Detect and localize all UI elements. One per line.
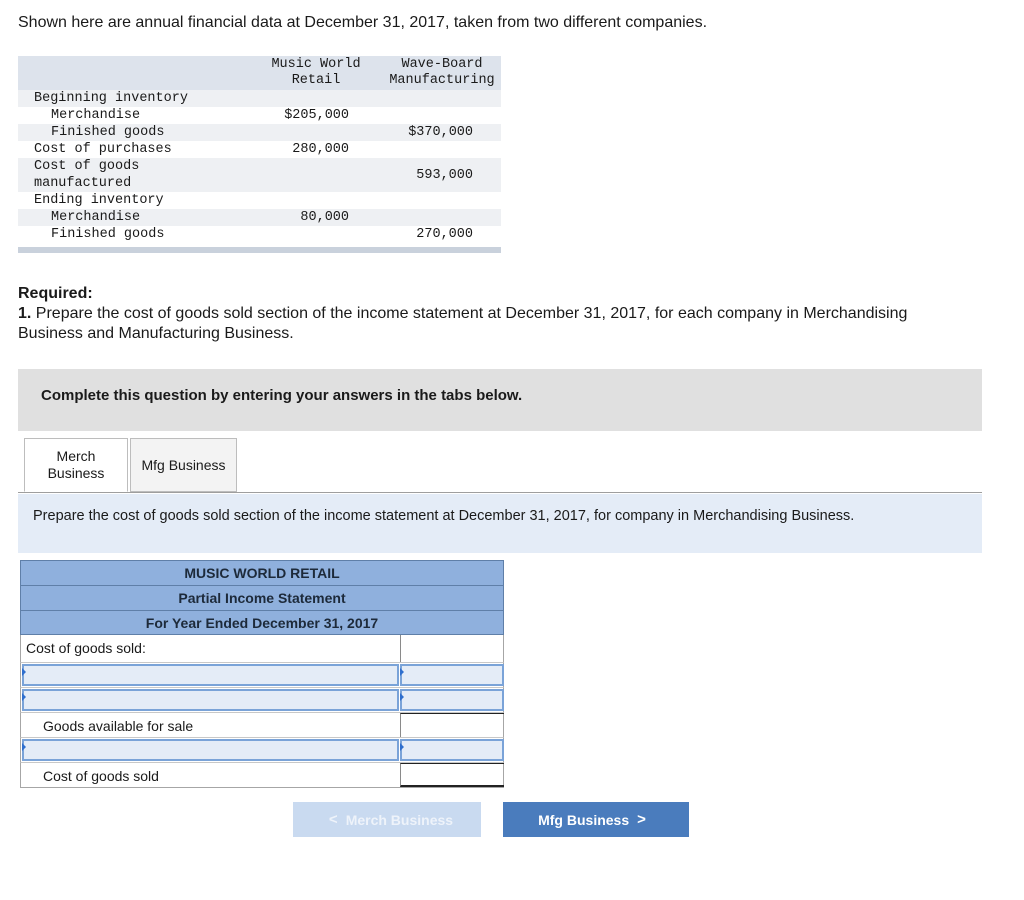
company-data-table	[18, 56, 501, 253]
intro-text: Shown here are annual financial data at December 31, 2017, taken from two different companies.	[18, 14, 708, 31]
row-label: Beginning inventory	[34, 91, 188, 106]
value-music-world: 280,000	[292, 142, 349, 157]
value-wave-board: 593,000	[416, 168, 473, 183]
value-music-world: 80,000	[300, 210, 349, 225]
required-number: 1.	[18, 305, 32, 322]
table-row	[18, 141, 501, 158]
data-table-header	[18, 56, 501, 90]
table-row	[18, 192, 501, 209]
statement-row-goods-available	[20, 713, 504, 738]
row-label: Finished goods	[51, 125, 165, 140]
tab-instruction-text: Prepare the cost of goods sold section of the income statement at December 31, 2017, for company in Merchandising Business.	[33, 508, 855, 524]
table-row	[18, 107, 501, 124]
next-tab-button[interactable]: Mfg Business >	[503, 802, 689, 837]
table-row	[18, 158, 501, 192]
label-input[interactable]	[22, 689, 399, 711]
income-statement-table	[20, 560, 504, 788]
label-input[interactable]	[22, 739, 399, 761]
row-label: Merchandise	[51, 210, 141, 225]
row-label: Cost of goods manufactured	[34, 159, 140, 191]
required-section	[18, 284, 918, 344]
value-music-world: $205,000	[284, 108, 349, 123]
tab-instruction-panel	[18, 494, 982, 553]
statement-row-input	[20, 663, 504, 688]
chevron-left-icon: <	[328, 811, 338, 828]
row-label: Cost of goods sold	[43, 768, 159, 784]
required-heading: Required:	[18, 285, 93, 302]
chevron-right-icon: >	[637, 811, 646, 828]
label-input[interactable]	[22, 664, 399, 686]
row-label: Finished goods	[51, 227, 165, 242]
amount-input[interactable]	[400, 689, 504, 711]
col-header-music-world: Music World Retail	[271, 57, 361, 88]
prev-tab-button[interactable]: < Merch Business	[293, 802, 481, 837]
amount-input[interactable]	[400, 664, 504, 686]
row-label: Ending inventory	[34, 193, 164, 208]
amount-input[interactable]	[400, 739, 504, 761]
amount-cell	[400, 635, 504, 662]
table-divider	[18, 247, 501, 253]
statement-period: For Year Ended December 31, 2017	[20, 610, 504, 635]
row-label: Goods available for sale	[43, 718, 194, 734]
row-label: Cost of goods sold:	[26, 640, 146, 656]
value-wave-board: $370,000	[408, 125, 473, 140]
tab-merch-business[interactable]: Merch Business	[24, 438, 128, 492]
table-row	[18, 226, 501, 243]
col-header-wave-board: Wave-Board Manufacturing	[389, 57, 495, 88]
statement-title: Partial Income Statement	[20, 585, 504, 610]
statement-company-name: MUSIC WORLD RETAIL	[20, 560, 504, 585]
statement-row-input	[20, 738, 504, 763]
table-row	[18, 124, 501, 141]
statement-row-input	[20, 688, 504, 713]
amount-cell	[400, 713, 504, 737]
tab-divider	[18, 492, 982, 493]
statement-row-cogs-total	[20, 763, 504, 788]
value-wave-board: 270,000	[416, 227, 473, 242]
table-row	[18, 209, 501, 226]
tab-mfg-business[interactable]: Mfg Business	[130, 438, 237, 492]
required-text: Prepare the cost of goods sold section of the income statement at December 31, 2017, for each company in Merchandising Business and Manufacturing Business.	[18, 305, 908, 342]
instruction-banner	[18, 369, 982, 431]
row-label: Cost of purchases	[34, 142, 172, 157]
row-label: Merchandise	[51, 108, 141, 123]
table-row	[18, 90, 501, 107]
statement-row-cogs-header	[20, 635, 504, 663]
amount-cell-total	[400, 763, 504, 787]
instruction-text: Complete this question by entering your answers in the tabs below.	[41, 387, 523, 404]
